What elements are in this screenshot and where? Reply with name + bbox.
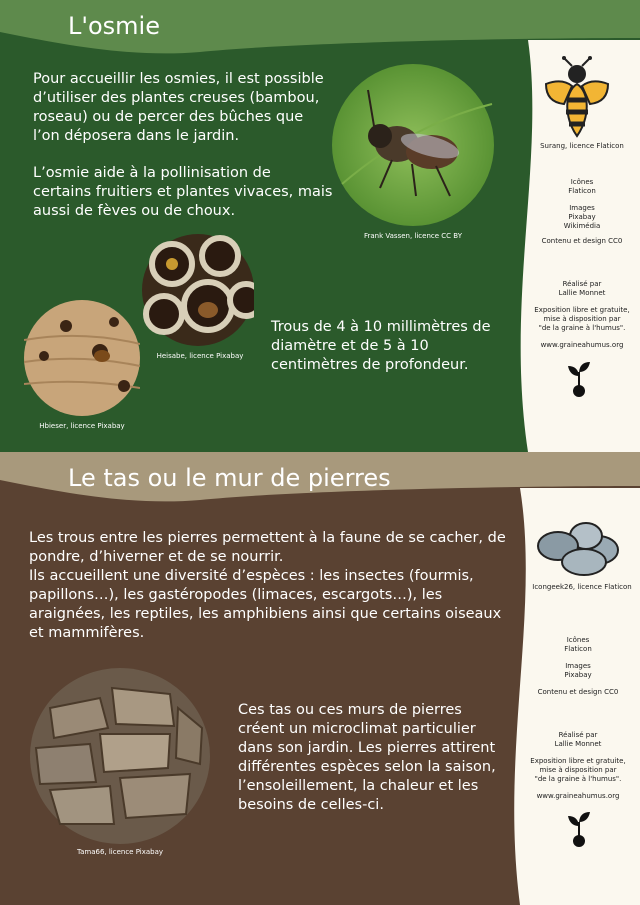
icons-label-2: Icônes [566,636,590,644]
images-source-2-1: Pixabay [564,671,592,679]
pierres-intro-text: Les trous entre les pierres permettent à la faune de se cacher, de pondre, d’hiverner et de se nourrir. [29,530,506,565]
stone-photo-credit: Tama66, licence Pixabay [76,848,164,856]
osmie-holes-text: Trous de 4 à 10 millimètres de diamètre et de 5 à 10 centimètres de profondeur. [271,319,491,373]
stones-icon-credit: Icongeek26, licence Flaticon [532,583,632,591]
osmie-role-text: L’osmie aide à la pollinisation de certains fruitiers et plantes vivaces, mais aussi de fèves ou de choux. [33,165,333,219]
stones-icon [536,520,620,578]
drilled-log-photo [24,300,140,416]
exposition-line-2-2: mise à disposition par [539,766,617,774]
stone-wall-photo [30,668,210,844]
made-by-label: Réalisé par [562,280,602,288]
exposition-line-1: Exposition libre et gratuite, [534,306,630,314]
bamboo-photo-credit: Heisabe, licence Pixabay [156,352,244,360]
bee-icon-credit: Surang, licence Flaticon [540,142,624,150]
images-source-1: Pixabay [568,213,596,221]
osmie-panel [0,0,640,452]
content-license-2: Contenu et design CC0 [537,688,619,696]
pierres-diversity-text: Ils accueillent une diversité d’espèces : les insectes (fourmis, papillons…), les gastéropodes (limaces, escargots…), les araignées, les reptiles, les amphibiens ainsi que certains oiseaux et mammifères. [29,568,502,641]
exposition-line-2: mise à disposition par [543,315,621,323]
exposition-line-3-2: "de la graine à l'humus". [534,775,622,783]
images-label: Images [569,204,595,212]
website-link-2[interactable]: www.graineahumus.org [536,792,620,800]
icons-label: Icônes [570,178,594,186]
author-name: Lallie Monnet [558,289,606,297]
pierres-panel [0,452,640,905]
seedling-logo-icon-2 [566,810,592,848]
exposition-line-1-2: Exposition libre et gratuite, [530,757,626,765]
bee-icon [542,56,612,138]
icons-source-2: Flaticon [564,645,592,653]
osmie-intro-text: Pour accueillir les osmies, il est possible d’utiliser des plantes creuses (bambou, roseau) ou de percer des bûches que l’on déposera dans le jardin. [33,71,324,144]
content-license: Contenu et design CC0 [541,237,623,245]
pierres-microclimate-text: Ces tas ou ces murs de pierres créent un microclimat particulier dans son jardin. Les pierres attirent différentes espèces selon la saison, l’ensoleillement, la chaleur et les besoins de celles-ci. [238,702,496,813]
seedling-logo-icon [566,360,592,398]
bee-photo-credit: Frank Vassen, licence CC BY [364,232,462,240]
bamboo-tubes-photo [142,234,254,346]
images-source-2: Wikimédia [563,222,601,230]
images-label-2: Images [565,662,591,670]
made-by-label-2: Réalisé par [558,731,598,739]
page-title: L'osmie [68,12,160,40]
author-name-2: Lallie Monnet [554,740,602,748]
website-link[interactable]: www.graineahumus.org [540,341,624,349]
bee-photo [332,64,494,226]
icons-source: Flaticon [568,187,596,195]
log-photo-credit: Hbieser, licence Pixabay [39,422,125,430]
exposition-line-3: "de la graine à l'humus". [538,324,626,332]
section-title: Le tas ou le mur de pierres [68,464,391,492]
